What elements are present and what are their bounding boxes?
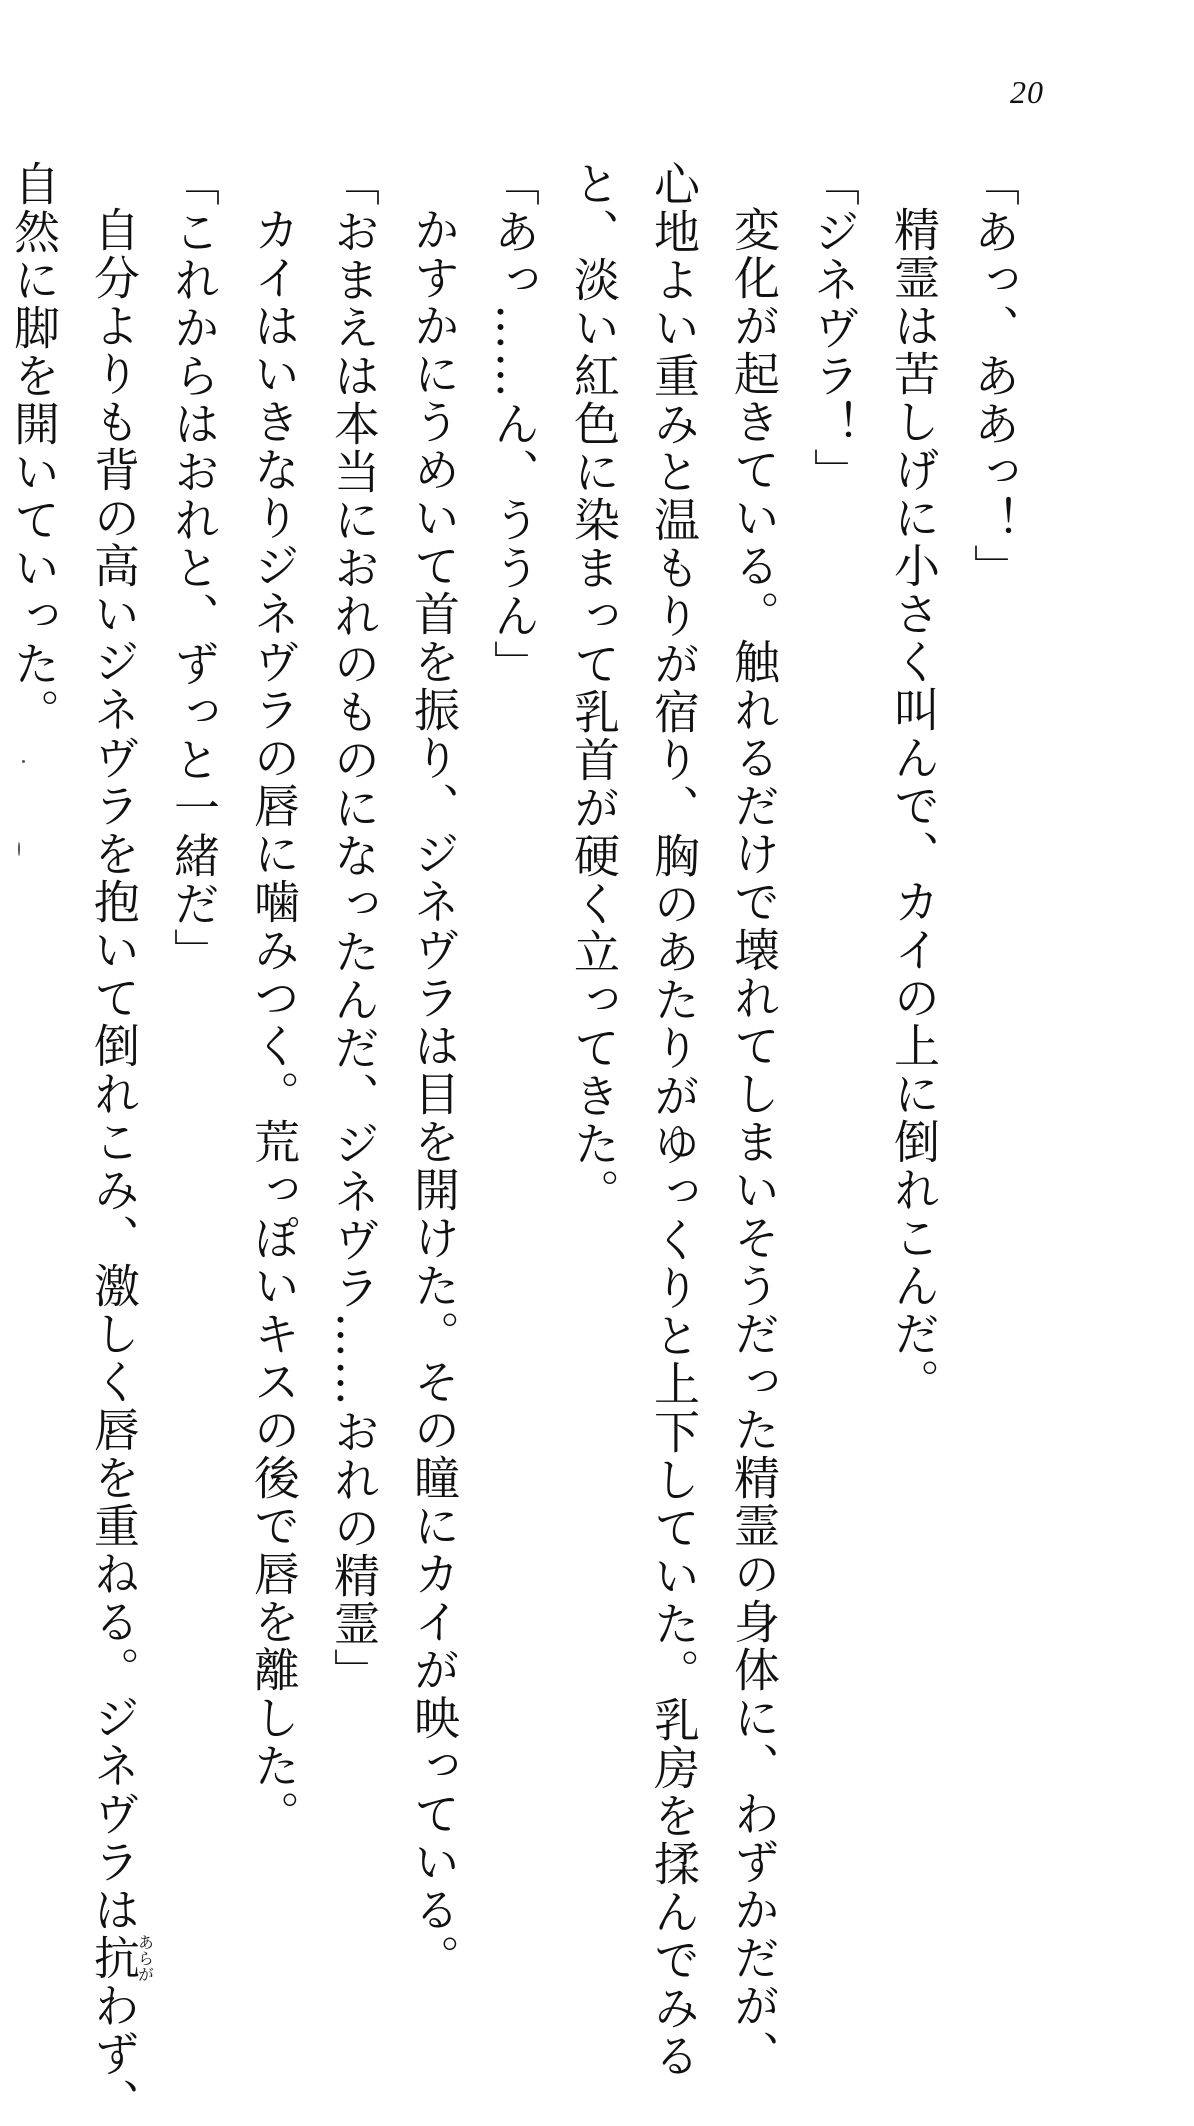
text-column: と、淡い紅色に染まって乳首が硬く立ってきた。: [567, 160, 621, 1216]
text-column: 「これからはおれと、ずっと一緒だ」: [167, 160, 221, 976]
scan-speck: [22, 760, 25, 763]
page-number: 20: [1010, 74, 1044, 110]
text-column: 「あっ、ああっ！」: [967, 160, 1021, 592]
vertical-text-block: [0, 160, 1034, 2126]
furigana-ruby: 抗あらが: [87, 1934, 155, 1982]
text-column: 自然に脚を開いていった。: [7, 160, 61, 736]
text-column: 精霊は苦しげに小さく叫んで、カイの上に倒れこんだ。: [887, 206, 941, 1406]
text-column: 「あっ……ん、ううん」: [487, 160, 541, 688]
text-column: 変化が起きている。触れるだけで壊れてしまいそうだった精霊の身体に、わずかだが、: [727, 206, 781, 2078]
text-column: かすかにうめいて首を振り、ジネヴラは目を開けた。その瞳にカイが映っている。: [407, 206, 461, 1982]
text-column: 自分よりも背の高いジネヴラを抱いて倒れこみ、激しく唇を重ねる。ジネヴラは抗あらがわず、: [87, 206, 155, 2126]
furigana-reading: あらが: [135, 1934, 155, 1982]
scan-speck: [18, 842, 20, 856]
text-column: カイはいきなりジネヴラの唇に噛みつく。荒っぽいキスの後で唇を離した。: [247, 206, 301, 1838]
text-column: 「ジネヴラ！」: [807, 160, 861, 496]
text-column: 「おまえは本当におれのものになったんだ、ジネヴラ……おれの精霊」: [327, 160, 381, 1696]
text-column: 心地よい重みと温もりが宿り、胸のあたりがゆっくりと上下していた。乳房を揉んでみる: [647, 160, 701, 2080]
